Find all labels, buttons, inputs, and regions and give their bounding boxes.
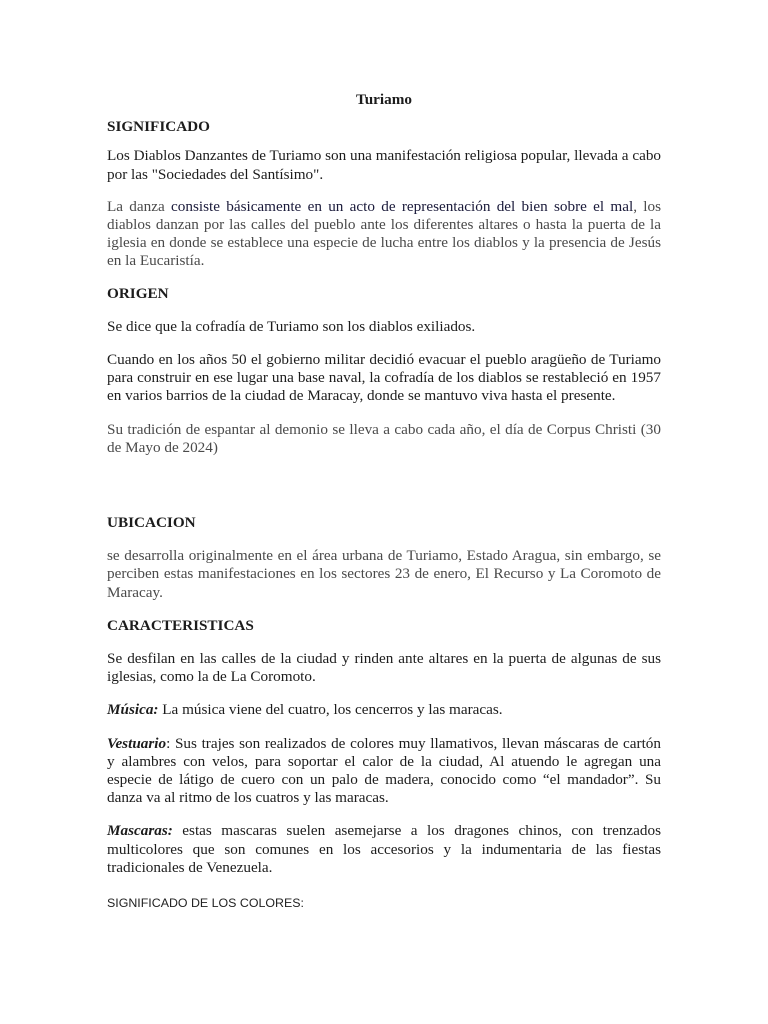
heading-significado-colores: SIGNIFICADO DE LOS COLORES: — [107, 896, 304, 911]
paragraph-significado-2 — [107, 198, 661, 271]
paragraph-musica — [107, 701, 661, 719]
paragraph-vestuario — [107, 735, 661, 808]
mascaras-text: estas mascaras suelen asemejarse a los dragones chinos, con trenzados multicolores que son comunes en los accesorios y la indumentaria de las fiestas tradicionales de Venezuela. — [107, 822, 661, 876]
paragraph-significado-2-start: La danza — [107, 197, 172, 215]
heading-ubicacion: UBICACION — [107, 514, 196, 532]
document-page — [107, 91, 661, 912]
mascaras-label: Mascaras: — [107, 822, 173, 840]
musica-label: Música: — [107, 701, 159, 719]
heading-caracteristicas: CARACTERISTICAS — [107, 616, 254, 634]
heading-origen: ORIGEN — [107, 284, 169, 302]
paragraph-origen-2: Cuando en los años 50 el gobierno militar decidió evacuar el pueblo aragüeño de Turiamo para construir en ese lugar una base naval, la cofradía de los diablos se restableció en 1957 en varios barrios de la ciudad de Maracay, donde se mantuvo viva hasta el presente. — [107, 351, 661, 405]
paragraph-ubicacion-1: se desarrolla originalmente en el área urbana de Turiamo, Estado Aragua, sin embargo, se perciben estas manifestaciones en los sectores 23 de enero, El Recurso y La Coromoto de Maracay. — [107, 547, 661, 601]
document-title: Turiamo — [356, 91, 412, 108]
paragraph-significado-2-highlight: consiste básicamente en un acto de representación del bien sobre el mal — [171, 197, 634, 215]
vestuario-text: : Sus trajes son realizados de colores muy llamativos, llevan máscaras de cartón y alambres con velos, para soportar el calor de la ciudad, Al atuendo le agregan una especie de látigo de cuero con un palo de madera, conocido como “el mandador”. Su danza va al ritmo de los cuatros y las maracas. — [107, 734, 661, 807]
paragraph-mascaras — [107, 822, 661, 877]
musica-text: La música viene del cuatro, los cencerros y las maracas. — [158, 701, 503, 719]
heading-significado: SIGNIFICADO — [107, 118, 210, 136]
paragraph-origen-1: Se dice que la cofradía de Turiamo son los diablos exiliados. — [107, 317, 476, 335]
paragraph-significado-2-end: , los diablos danzan por las calles del pueblo ante los diferentes altares o hasta la puerta de la iglesia en donde se establece una especie de lucha entre los diablos y la presencia de Jesús en la Eucaristía. — [107, 197, 661, 270]
vestuario-label: Vestuario — [107, 734, 167, 752]
paragraph-origen-3: Su tradición de espantar al demonio se lleva a cabo cada año, el día de Corpus Christi (30 de Mayo de 2024) — [107, 420, 661, 456]
paragraph-significado-1: Los Diablos Danzantes de Turiamo son una manifestación religiosa popular, llevada a cabo por las "Sociedades del Santísimo". — [107, 147, 662, 183]
paragraph-caracteristicas-1: Se desfilan en las calles de la ciudad y rinden ante altares en la puerta de algunas de sus iglesias, como la de La Coromoto. — [107, 650, 661, 686]
